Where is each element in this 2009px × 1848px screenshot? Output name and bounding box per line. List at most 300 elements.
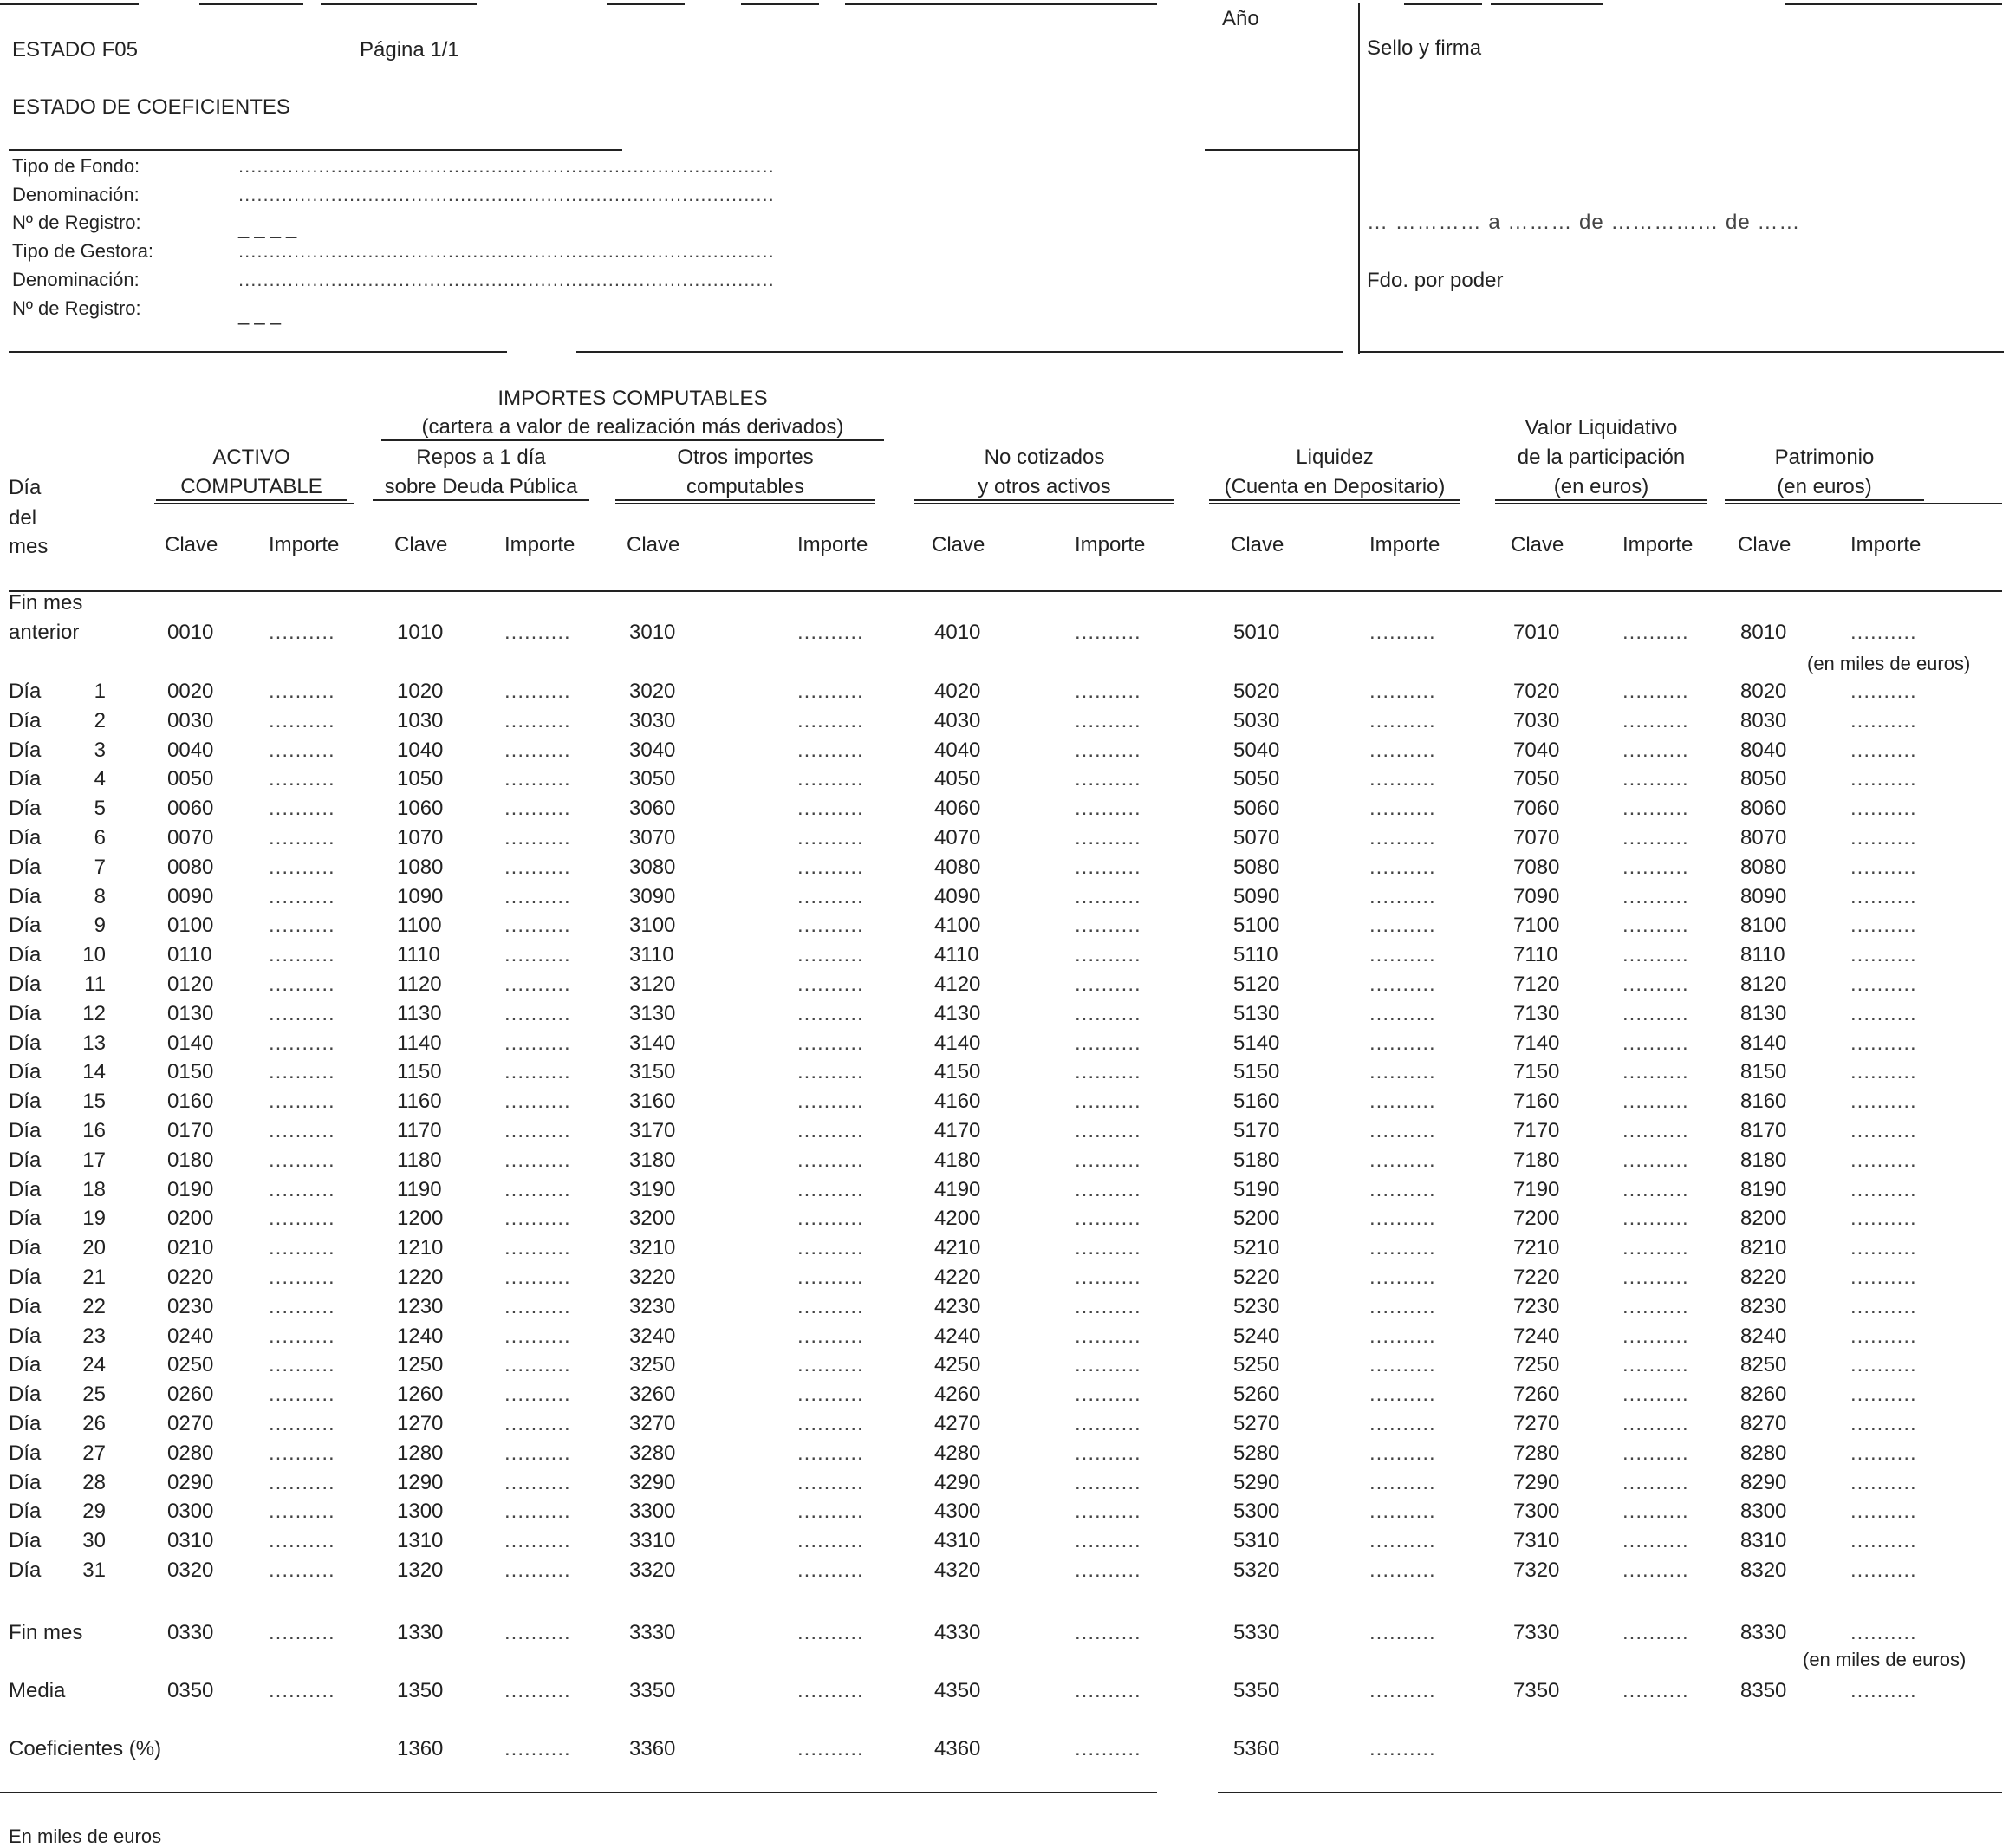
importe-cell[interactable]: .......... (504, 1236, 571, 1260)
clave-cell: 0170 (167, 1119, 214, 1142)
importe-cell[interactable]: .......... (1622, 1090, 1689, 1114)
importe-cell[interactable]: .......... (504, 1558, 571, 1582)
clave-cell: 5040 (1233, 738, 1280, 762)
importe-cell[interactable]: .......... (1622, 680, 1689, 703)
importe-cell[interactable]: .......... (1850, 1119, 1917, 1142)
importe-cell[interactable]: .......... (797, 973, 864, 996)
importe-cell[interactable]: .......... (1369, 1031, 1436, 1055)
importe-cell[interactable]: .......... (1850, 708, 1917, 732)
importe-cell[interactable]: .......... (797, 1060, 864, 1084)
importe-cell[interactable]: .......... (1369, 884, 1436, 908)
importe-cell[interactable]: .......... (1075, 1148, 1141, 1172)
importe-cell[interactable]: .......... (269, 1679, 335, 1702)
clave-cell: 4230 (934, 1294, 981, 1318)
importe-cell[interactable]: .......... (797, 1236, 864, 1260)
importe-cell[interactable]: .......... (1622, 1119, 1689, 1142)
importe-cell[interactable]: .......... (1075, 708, 1141, 732)
row-label: Día (9, 826, 42, 849)
importe-cell[interactable]: .......... (504, 914, 571, 938)
clave-cell: 1090 (397, 884, 444, 908)
importe-cell[interactable]: .......... (1622, 738, 1689, 762)
importe-cell[interactable]: .......... (1622, 1529, 1689, 1553)
importe-cell[interactable]: .......... (504, 1529, 571, 1553)
importe-cell[interactable]: .......... (1622, 1207, 1689, 1231)
importe-cell[interactable]: .......... (504, 797, 571, 821)
importe-cell[interactable]: .......... (1622, 855, 1689, 879)
del-header: del (9, 506, 37, 530)
importe-cell[interactable]: .......... (1075, 1412, 1141, 1435)
clave-cell: 1350 (397, 1679, 444, 1702)
importe-cell[interactable]: .......... (1850, 943, 1917, 967)
importe-cell[interactable]: .......... (1075, 1383, 1141, 1407)
importe-cell[interactable]: .......... (269, 621, 335, 644)
importe-cell[interactable]: .......... (1075, 621, 1141, 644)
importe-cell[interactable]: .......... (269, 1383, 335, 1407)
importe-cell[interactable]: .......... (269, 1177, 335, 1201)
clave-cell: 8090 (1740, 884, 1787, 908)
importe-cell[interactable]: .......... (1369, 1621, 1436, 1644)
importe-cell[interactable]: .......... (1850, 973, 1917, 996)
dia-header: Día (9, 476, 42, 499)
importe-cell[interactable]: .......... (269, 1529, 335, 1553)
importe-cell[interactable]: .......... (1850, 1621, 1917, 1644)
importe-cell[interactable]: .......... (1850, 1031, 1917, 1055)
importe-cell[interactable]: .......... (504, 973, 571, 996)
importe-cell[interactable]: .......... (269, 1441, 335, 1465)
importe-cell[interactable]: .......... (269, 1031, 335, 1055)
clave-cell: 8170 (1740, 1119, 1787, 1142)
importe-cell[interactable]: .......... (797, 914, 864, 938)
importe-cell[interactable]: .......... (797, 767, 864, 791)
importe-cell[interactable]: .......... (1850, 1500, 1917, 1524)
clave-cell: 1300 (397, 1500, 444, 1524)
importe-cell[interactable]: .......... (1075, 1001, 1141, 1025)
importe-cell[interactable]: .......... (1369, 1679, 1436, 1702)
manager-registry-value[interactable]: _ _ _ (238, 303, 281, 325)
importe-cell[interactable]: .......... (1850, 1558, 1917, 1582)
importe-cell[interactable]: .......... (504, 1500, 571, 1524)
importe-cell[interactable]: .......... (1850, 1090, 1917, 1114)
importe-cell[interactable]: .......... (797, 1558, 864, 1582)
importe-cell[interactable]: .......... (1850, 680, 1917, 703)
clave-cell: 4250 (934, 1353, 981, 1377)
importe-cell[interactable]: .......... (504, 1031, 571, 1055)
group-rule (615, 503, 875, 504)
importe-cell[interactable]: .......... (1850, 1294, 1917, 1318)
section-rule (1358, 351, 2004, 353)
importe-cell[interactable]: .......... (1369, 1266, 1436, 1289)
importe-cell[interactable]: .......... (1075, 855, 1141, 879)
importe-cell[interactable]: .......... (1850, 914, 1917, 938)
importe-cell[interactable]: .......... (797, 1500, 864, 1524)
clave-cell: 1150 (397, 1060, 442, 1084)
importe-cell[interactable]: .......... (1622, 797, 1689, 821)
importe-cell[interactable]: .......... (1850, 884, 1917, 908)
importe-cell[interactable]: .......... (1075, 1177, 1141, 1201)
importe-cell[interactable]: .......... (1850, 1441, 1917, 1465)
importe-cell[interactable]: .......... (1075, 914, 1141, 938)
importe-cell[interactable]: .......... (797, 621, 864, 644)
row-label: Día (9, 767, 42, 791)
importe-cell[interactable]: .......... (1369, 1558, 1436, 1582)
day-number: 15 (82, 1090, 106, 1114)
clave-cell: 7130 (1513, 1001, 1560, 1025)
importe-cell[interactable]: .......... (797, 1412, 864, 1435)
importe-cell[interactable]: .......... (1369, 1001, 1436, 1025)
importe-cell[interactable]: .......... (1850, 1353, 1917, 1377)
importe-cell[interactable]: .......... (269, 738, 335, 762)
importe-cell[interactable]: .......... (1850, 1324, 1917, 1348)
importe-cell[interactable]: .......... (269, 708, 335, 732)
importe-cell[interactable]: .......... (1075, 1031, 1141, 1055)
clave-cell: 5160 (1233, 1090, 1280, 1114)
importe-cell[interactable]: .......... (504, 621, 571, 644)
clave-cell: 3040 (629, 738, 676, 762)
importe-cell[interactable]: .......... (1622, 1001, 1689, 1025)
importe-cell[interactable]: .......... (1622, 621, 1689, 644)
importe-cell[interactable]: .......... (504, 1266, 571, 1289)
clave-cell: 5230 (1233, 1294, 1280, 1318)
importe-cell[interactable]: .......... (797, 1383, 864, 1407)
importe-cell[interactable]: .......... (269, 943, 335, 967)
importe-cell[interactable]: .......... (504, 943, 571, 967)
importe-cell[interactable]: .......... (1075, 973, 1141, 996)
importe-cell[interactable]: .......... (797, 797, 864, 821)
importe-cell[interactable]: .......... (1850, 1383, 1917, 1407)
importe-cell[interactable]: .......... (1850, 621, 1917, 644)
importe-cell[interactable]: .......... (797, 1737, 864, 1760)
importe-cell[interactable]: .......... (1850, 1060, 1917, 1084)
importe-cell[interactable]: .......... (504, 855, 571, 879)
importe-cell[interactable]: .......... (269, 1500, 335, 1524)
importe-cell[interactable]: .......... (1850, 1148, 1917, 1172)
importe-cell[interactable]: .......... (1622, 1148, 1689, 1172)
importe-cell[interactable]: .......... (1622, 1060, 1689, 1084)
clave-cell: 7170 (1513, 1119, 1560, 1142)
importe-cell[interactable]: .......... (1850, 1412, 1917, 1435)
importe-cell[interactable]: .......... (797, 708, 864, 732)
row-label: anterior (9, 621, 80, 644)
top-rule (0, 3, 139, 5)
importe-cell[interactable]: .......... (1850, 1470, 1917, 1494)
importe-cell[interactable]: .......... (269, 1148, 335, 1172)
importe-cell[interactable]: .......... (269, 767, 335, 791)
importe-cell[interactable]: .......... (797, 826, 864, 849)
importe-cell[interactable]: .......... (797, 1207, 864, 1231)
row-label: Día (9, 855, 42, 879)
clave-cell: 8280 (1740, 1441, 1787, 1465)
importe-cell[interactable]: .......... (269, 826, 335, 849)
importe-cell[interactable]: .......... (1369, 708, 1436, 732)
importe-cell[interactable]: .......... (269, 1266, 335, 1289)
importe-cell[interactable]: .......... (1369, 1090, 1436, 1114)
importe-cell[interactable]: .......... (1622, 767, 1689, 791)
importe-cell[interactable]: .......... (269, 1060, 335, 1084)
importe-cell[interactable]: .......... (269, 1621, 335, 1644)
importe-cell[interactable]: .......... (1369, 1060, 1436, 1084)
importe-cell[interactable]: .......... (1369, 826, 1436, 849)
importe-cell[interactable]: .......... (269, 1207, 335, 1231)
importe-cell[interactable]: .......... (269, 680, 335, 703)
importe-cell[interactable]: .......... (797, 1353, 864, 1377)
importe-cell[interactable]: .......... (1075, 1236, 1141, 1260)
importe-cell[interactable]: .......... (504, 1177, 571, 1201)
row-label: Día (9, 1031, 42, 1055)
importe-cell[interactable]: .......... (504, 1737, 571, 1760)
importe-cell[interactable]: .......... (504, 1470, 571, 1494)
importe-cell[interactable]: .......... (1850, 1236, 1917, 1260)
importe-cell[interactable]: .......... (1369, 1324, 1436, 1348)
repos-header-line2: sobre Deuda Pública (373, 475, 589, 501)
importe-cell[interactable]: .......... (1622, 884, 1689, 908)
importe-cell[interactable]: .......... (1369, 1294, 1436, 1318)
importe-cell[interactable]: .......... (797, 1324, 864, 1348)
importe-cell[interactable]: .......... (1075, 1090, 1141, 1114)
importe-cell[interactable]: .......... (1075, 1266, 1141, 1289)
importe-cell[interactable]: .......... (1369, 943, 1436, 967)
importe-cell[interactable]: .......... (797, 1621, 864, 1644)
importe-cell[interactable]: .......... (504, 1383, 571, 1407)
importe-cell[interactable]: .......... (269, 1412, 335, 1435)
clave-header: Clave (394, 533, 448, 556)
importe-cell[interactable]: .......... (1075, 680, 1141, 703)
importe-cell[interactable]: .......... (797, 1266, 864, 1289)
importe-cell[interactable]: .......... (1369, 1470, 1436, 1494)
importe-cell[interactable]: .......... (1369, 1441, 1436, 1465)
importe-cell[interactable]: .......... (504, 680, 571, 703)
importe-cell[interactable]: .......... (1369, 621, 1436, 644)
importe-cell[interactable]: .......... (1622, 1470, 1689, 1494)
clave-cell: 0310 (167, 1529, 214, 1553)
manager-type-value[interactable]: ....................................................................................... (238, 240, 775, 262)
importe-cell[interactable]: .......... (1369, 1148, 1436, 1172)
importe-cell[interactable]: .......... (1622, 1383, 1689, 1407)
importe-cell[interactable]: .......... (504, 1353, 571, 1377)
importe-cell[interactable]: .......... (1075, 1119, 1141, 1142)
clave-cell: 3140 (629, 1031, 676, 1055)
importe-cell[interactable]: .......... (1622, 943, 1689, 967)
importe-cell[interactable]: .......... (504, 1119, 571, 1142)
importe-cell[interactable]: .......... (504, 1090, 571, 1114)
importe-cell[interactable]: .......... (269, 914, 335, 938)
importe-cell[interactable]: .......... (1369, 1236, 1436, 1260)
importe-cell[interactable]: .......... (1075, 1737, 1141, 1760)
importe-cell[interactable]: .......... (1850, 1177, 1917, 1201)
importe-cell[interactable]: .......... (1075, 1500, 1141, 1524)
importe-cell[interactable]: .......... (269, 1353, 335, 1377)
importe-cell[interactable]: .......... (1075, 1353, 1141, 1377)
importe-cell[interactable]: .......... (1622, 1236, 1689, 1260)
importe-cell[interactable]: .......... (797, 1294, 864, 1318)
importe-cell[interactable]: .......... (504, 1324, 571, 1348)
importe-cell[interactable]: .......... (1850, 1679, 1917, 1702)
importe-cell[interactable]: .......... (269, 1090, 335, 1114)
importe-cell[interactable]: .......... (269, 1119, 335, 1142)
importe-cell[interactable]: .......... (1369, 1207, 1436, 1231)
importe-cell[interactable]: .......... (1075, 884, 1141, 908)
importe-cell[interactable]: .......... (1622, 1324, 1689, 1348)
importe-cell[interactable]: .......... (1369, 1529, 1436, 1553)
importe-cell[interactable]: .......... (1622, 708, 1689, 732)
importe-cell[interactable]: .......... (797, 680, 864, 703)
importe-cell[interactable]: .......... (504, 767, 571, 791)
importe-cell[interactable]: .......... (1850, 855, 1917, 879)
importe-cell[interactable]: .......... (1075, 1060, 1141, 1084)
importe-cell[interactable]: .......... (504, 1001, 571, 1025)
importe-cell[interactable]: .......... (1622, 1353, 1689, 1377)
importe-cell[interactable]: .......... (797, 884, 864, 908)
importe-cell[interactable]: .......... (269, 1294, 335, 1318)
importe-cell[interactable]: .......... (1850, 767, 1917, 791)
clave-cell: 1190 (397, 1177, 442, 1201)
importe-cell[interactable]: .......... (1622, 1177, 1689, 1201)
clave-cell: 1110 (397, 943, 440, 967)
importe-cell[interactable]: .......... (797, 738, 864, 762)
importe-cell[interactable]: .......... (1622, 1679, 1689, 1702)
importe-cell[interactable]: .......... (1075, 1529, 1141, 1553)
importe-cell[interactable]: .......... (269, 1236, 335, 1260)
importe-cell[interactable]: .......... (1075, 943, 1141, 967)
importe-cell[interactable]: .......... (1075, 1294, 1141, 1318)
importe-cell[interactable]: .......... (1622, 914, 1689, 938)
importe-cell[interactable]: .......... (504, 1679, 571, 1702)
importe-cell[interactable]: .......... (797, 1148, 864, 1172)
importe-cell[interactable]: .......... (1075, 1621, 1141, 1644)
clave-cell: 3010 (629, 621, 676, 644)
importe-cell[interactable]: .......... (269, 1001, 335, 1025)
importe-cell[interactable]: .......... (504, 738, 571, 762)
importe-cell[interactable]: .......... (1075, 1324, 1141, 1348)
importe-cell[interactable]: .......... (797, 1031, 864, 1055)
fund-type-value[interactable]: ....................................................................................... (238, 155, 775, 177)
importe-cell[interactable]: .......... (504, 1412, 571, 1435)
clave-cell: 4330 (934, 1621, 981, 1644)
importe-cell[interactable]: .......... (1369, 1412, 1436, 1435)
importe-cell[interactable]: .......... (504, 1441, 571, 1465)
importe-cell[interactable]: .......... (269, 1324, 335, 1348)
clave-cell: 8270 (1740, 1412, 1787, 1435)
importe-cell[interactable]: .......... (1369, 855, 1436, 879)
importe-cell[interactable]: .......... (504, 1207, 571, 1231)
importe-cell[interactable]: .......... (1622, 1266, 1689, 1289)
importe-cell[interactable]: .......... (1369, 973, 1436, 996)
clave-cell: 5300 (1233, 1500, 1280, 1524)
day-number: 26 (82, 1412, 106, 1435)
importe-cell[interactable]: .......... (797, 943, 864, 967)
importe-cell[interactable]: .......... (1850, 826, 1917, 849)
manager-name-value[interactable]: ....................................................................................... (238, 269, 775, 290)
importe-cell[interactable]: .......... (269, 973, 335, 996)
importe-cell[interactable]: .......... (504, 1621, 571, 1644)
importe-cell[interactable]: .......... (504, 884, 571, 908)
importe-cell[interactable]: .......... (504, 1148, 571, 1172)
importe-cell[interactable]: .......... (797, 855, 864, 879)
importe-cell[interactable]: .......... (504, 708, 571, 732)
importe-cell[interactable]: .......... (1075, 1679, 1141, 1702)
clave-cell: 5130 (1233, 1001, 1280, 1025)
importe-cell[interactable]: .......... (1622, 826, 1689, 849)
importe-cell[interactable]: .......... (1622, 1621, 1689, 1644)
clave-cell: 1230 (397, 1294, 444, 1318)
clave-cell: 0120 (167, 973, 214, 996)
importe-cell[interactable]: .......... (1369, 797, 1436, 821)
importe-cell[interactable]: .......... (797, 1090, 864, 1114)
importe-cell[interactable]: .......... (504, 1294, 571, 1318)
importe-cell[interactable]: .......... (797, 1119, 864, 1142)
importe-cell[interactable]: .......... (1369, 680, 1436, 703)
fund-registry-value[interactable]: _ _ _ _ (238, 217, 297, 238)
importe-cell[interactable]: .......... (1850, 1266, 1917, 1289)
importe-cell[interactable]: .......... (504, 826, 571, 849)
importe-cell[interactable]: .......... (1075, 1207, 1141, 1231)
importe-cell[interactable]: .......... (1622, 1412, 1689, 1435)
estado-code: ESTADO F05 (12, 38, 138, 62)
importe-cell[interactable]: .......... (1622, 1294, 1689, 1318)
clave-cell: 1280 (397, 1441, 444, 1465)
fund-name-value[interactable]: ....................................................................................... (238, 184, 775, 205)
importe-cell[interactable]: .......... (1075, 797, 1141, 821)
importe-cell[interactable]: .......... (269, 855, 335, 879)
importe-cell[interactable]: .......... (504, 1060, 571, 1084)
clave-cell: 8180 (1740, 1148, 1787, 1172)
importe-cell[interactable]: .......... (797, 1470, 864, 1494)
importe-cell[interactable]: .......... (797, 1679, 864, 1702)
importe-cell[interactable]: .......... (1850, 1001, 1917, 1025)
importes-subtitle: (cartera a valor de realización más derivados) (381, 415, 884, 441)
importe-cell[interactable]: .......... (269, 797, 335, 821)
importe-cell[interactable]: .......... (1622, 1500, 1689, 1524)
importe-cell[interactable]: .......... (1075, 767, 1141, 791)
importe-cell[interactable]: .......... (1622, 973, 1689, 996)
importe-cell[interactable]: .......... (1075, 1441, 1141, 1465)
clave-cell: 3210 (629, 1236, 676, 1260)
importe-cell[interactable]: .......... (797, 1001, 864, 1025)
importe-cell[interactable]: .......... (797, 1529, 864, 1553)
importe-cell[interactable]: .......... (269, 884, 335, 908)
importe-cell[interactable]: .......... (797, 1177, 864, 1201)
importe-cell[interactable]: .......... (1369, 767, 1436, 791)
importe-cell[interactable]: .......... (1369, 1353, 1436, 1377)
importe-cell[interactable]: .......... (1850, 1207, 1917, 1231)
importe-cell[interactable]: .......... (1622, 1558, 1689, 1582)
importe-cell[interactable]: .......... (1369, 1177, 1436, 1201)
importe-cell[interactable]: .......... (1075, 738, 1141, 762)
importe-cell[interactable]: .......... (1850, 1529, 1917, 1553)
importe-cell[interactable]: .......... (1075, 1470, 1141, 1494)
importe-cell[interactable]: .......... (1369, 914, 1436, 938)
importe-cell[interactable]: .......... (1622, 1031, 1689, 1055)
importe-cell[interactable]: .......... (1369, 1500, 1436, 1524)
importe-cell[interactable]: .......... (269, 1470, 335, 1494)
importe-cell[interactable]: .......... (1622, 1441, 1689, 1465)
clave-cell: 5280 (1233, 1441, 1280, 1465)
importe-cell[interactable]: .......... (269, 1558, 335, 1582)
importe-cell[interactable]: .......... (1850, 738, 1917, 762)
importe-cell[interactable]: .......... (1075, 826, 1141, 849)
importe-cell[interactable]: .......... (797, 1441, 864, 1465)
row-label: Día (9, 1412, 42, 1435)
importe-cell[interactable]: .......... (1075, 1558, 1141, 1582)
importe-cell[interactable]: .......... (1850, 797, 1917, 821)
clave-cell: 1010 (397, 621, 444, 644)
nocotizados-header: No cotizados (984, 446, 1105, 469)
clave-cell: 0150 (167, 1060, 214, 1084)
importe-cell[interactable]: .......... (1369, 1383, 1436, 1407)
importe-cell[interactable]: .......... (1369, 1119, 1436, 1142)
importe-cell[interactable]: .......... (1369, 738, 1436, 762)
importe-cell[interactable]: .......... (1369, 1737, 1436, 1760)
clave-cell: 1100 (397, 914, 442, 938)
